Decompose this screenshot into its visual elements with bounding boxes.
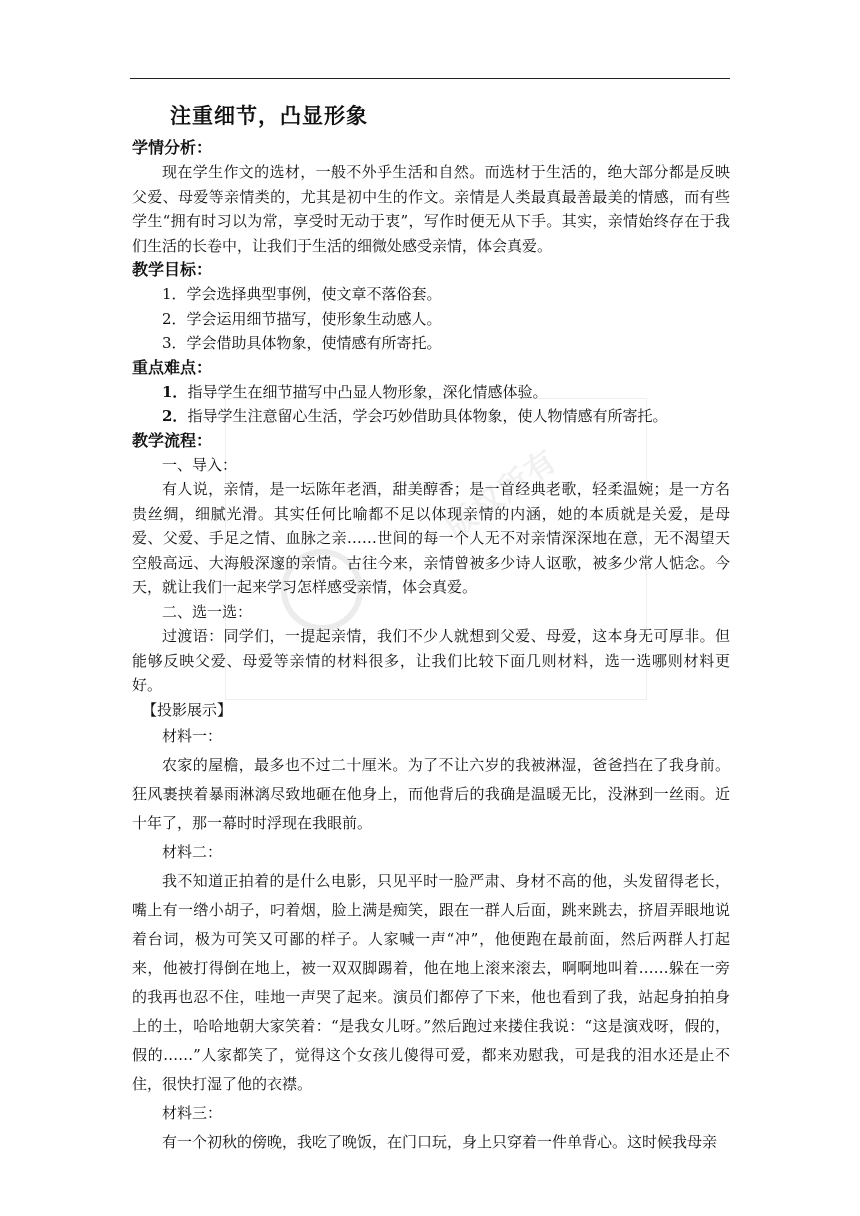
material2-text: 我不知道正拍着的是什么电影，只见平时一脸严肃、身材不高的他，头发留得老长，嘴上有一绺小胡子，叼着烟，脸上满是痴笑，跟在一群人后面，跳来跳去，挤眉弄眼地说着台词，极为可笑又可鄙的样子。人家喊一声“冲”，他便跑在最前面，然后两群人打起来，他被打得倒在地上，被一双双脚踢着，他在地上滚来滚去，啊啊地叫着……躲在一旁的我再也忍不住，哇地一声哭了起来。演员们都停了下来，他也看到了我，站起身拍拍身上的土，哈哈地朝大家笑着：“是我女儿呀。”然后跑过来搂住我说：“这是演戏呀，假的，假的……”人家都笑了，觉得这个女孩儿傻得可爱，都来劝慰我，可是我的泪水还是止不住，很快打湿了他的衣襟。 [132, 872, 730, 1093]
watermark-text-icon: 版权所有 [439, 442, 565, 545]
material3-title: 材料三： [162, 1104, 223, 1122]
material2-title: 材料二： [162, 843, 223, 861]
keypoint-item [132, 380, 730, 405]
step1-text: 有人说，亲情，是一坛陈年老酒，甜美醇香；是一首经典老歌，轻柔温婉；是一方名贵丝绸，细腻光滑。其实任何比喻都不足以体现亲情的内涵，她的本质就是关爱，是母爱、父爱、手足之情、血脉之亲……世间的每一个人无不对亲情深深地在意，无不渴望天空般高远、大海般深邃的亲情。古往今来，亲情曾被多少诗人讴歌，被多少常人惦念。今天，就让我们一起来学习怎样感受亲情，体会真爱。 [132, 480, 730, 596]
goals-heading: 教学目标： [132, 260, 213, 279]
keypoint-text: 指导学生在细节描写中凸显人物形象，深化情感体验。 [187, 382, 548, 401]
projection-label: 【投影展示】 [142, 700, 233, 719]
keypoint-number: 2． [162, 407, 188, 425]
material1-title: 材料一： [162, 727, 223, 745]
process-heading: 教学流程： [132, 430, 213, 450]
keypoints-heading: 重点难点： [132, 357, 213, 377]
goal-item: 2．学会运用细节描写，使形象生动感人。 [162, 309, 442, 328]
step2-text: 过渡语：同学们，一提起亲情，我们不少人就想到父爱、母爱，这本身无可厚非。但能够反映父爱、母爱等亲情的材料很多，让我们比较下面几则材料，选一选哪则材料更好。 [132, 627, 730, 694]
keypoint-number: 1． [162, 382, 188, 401]
keypoint-text: 指导学生注意留心生活，学会巧妙借助具体物象，使人物情感有所寄托。 [187, 407, 668, 425]
document-title: 注重细节，凸显形象 [170, 103, 368, 128]
keypoint-item [132, 404, 730, 429]
header-rule [130, 78, 730, 79]
document-content [132, 100, 730, 1157]
material1-text: 农家的屋檐，最多也不过二十厘米。为了不让六岁的我被淋湿，爸爸挡在了我身前。狂风裹挟着暴雨淋漓尽致地砸在他身上，而他背后的我确是温暖无比，没淋到一丝雨。近十年了，那一幕时时浮现在我眼前。 [132, 756, 730, 832]
analysis-heading: 学情分析： [132, 138, 213, 157]
step2-title: 二、选一选： [162, 602, 253, 621]
goal-item: 3．学会借助具体物象，使情感有所寄托。 [162, 334, 442, 352]
materials [132, 722, 730, 1157]
step1-title: 一、导入： [162, 455, 238, 474]
analysis-text: 现在学生作文的选材，一般不外乎生活和自然。而选材于生活的，绝大部分都是反映父爱、母爱等亲情类的，尤其是初中生的作文。亲情是人类最真最善最美的情感，而有些学生“拥有时习以为常，享受时无动于衷”，写作时便无从下手。其实，亲情始终存在于我们生活的长卷中，让我们于生活的细微处感受亲情，体会真爱。 [132, 163, 730, 255]
material3-text: 有一个初秋的傍晚，我吃了晚饭，在门口玩，身上只穿着一件单背心。这时候我母亲 [162, 1133, 718, 1151]
goal-item: 1．学会选择典型事例，使文章不落俗套。 [162, 285, 442, 303]
